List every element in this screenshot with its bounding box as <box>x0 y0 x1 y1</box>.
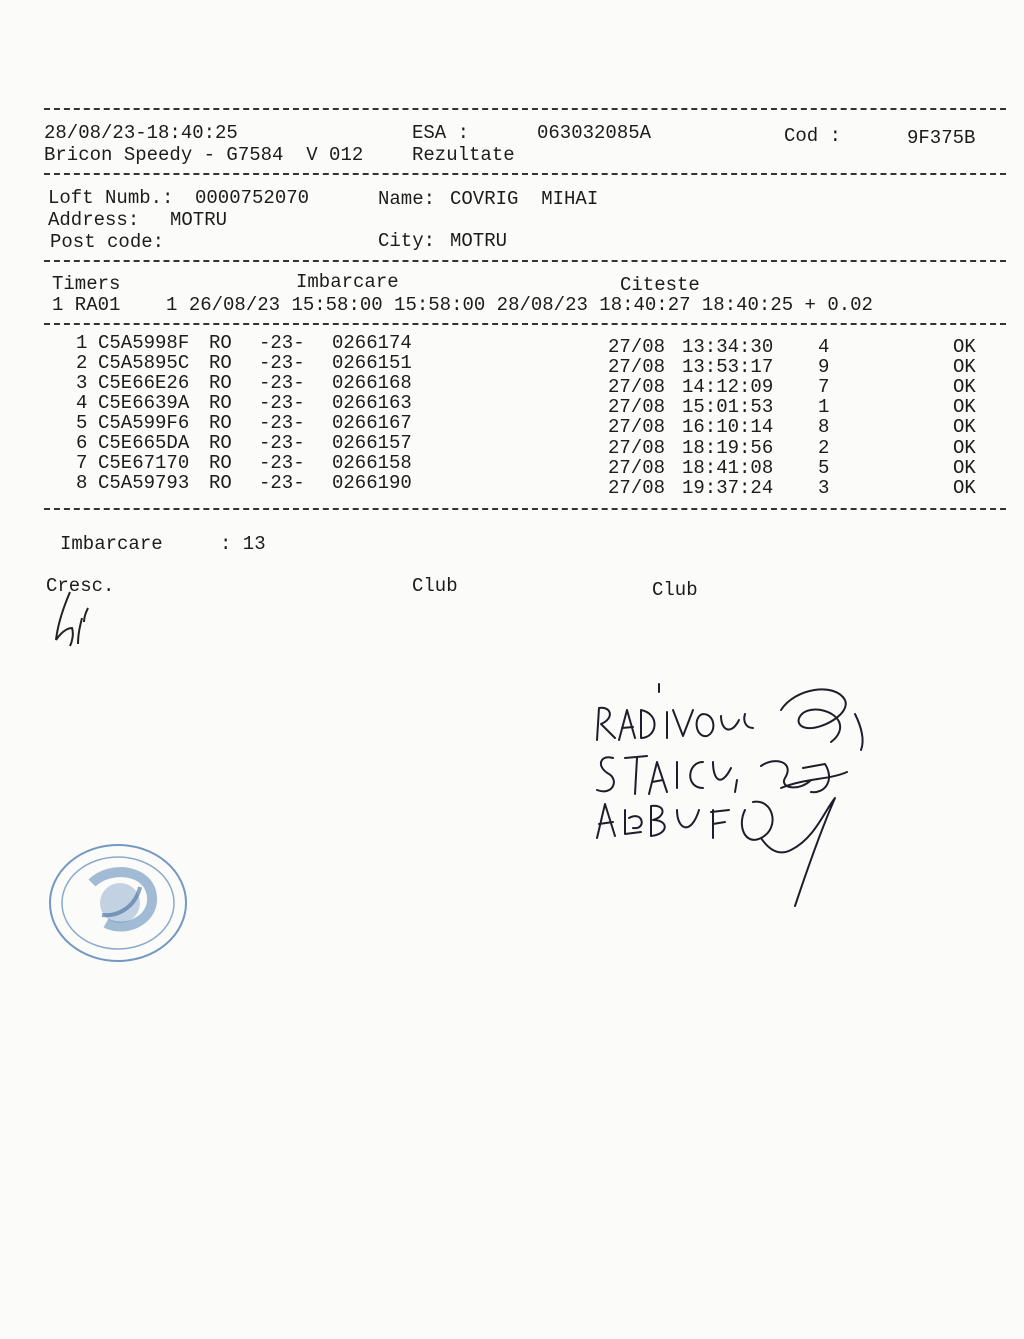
arrival-date: 27/08 <box>608 396 666 418</box>
arrival-time: 18:41:08 <box>682 457 774 479</box>
device-model: Bricon Speedy - G7584 V 012 <box>44 144 364 166</box>
status-ok: OK <box>953 356 976 378</box>
ring-country: RO <box>209 372 232 394</box>
arrival-position: 7 <box>818 376 830 398</box>
separator-line <box>44 173 1006 175</box>
ring-code: C5E66E26 <box>98 372 190 394</box>
ring-index: 8 <box>76 472 88 494</box>
arrival-position: 5 <box>818 457 830 479</box>
ring-index: 1 <box>76 332 88 354</box>
imbarcare-heading: Imbarcare <box>296 271 399 293</box>
esa-value: 063032085A <box>537 122 652 144</box>
ring-year: -23- <box>259 352 305 374</box>
arrival-time: 14:12:09 <box>682 376 774 398</box>
ring-code: C5A5998F <box>98 332 190 354</box>
ring-year: -23- <box>259 472 305 494</box>
name-label: Name: <box>378 188 436 210</box>
ring-year: -23- <box>259 412 305 434</box>
ring-country: RO <box>209 352 232 374</box>
ring-country: RO <box>209 412 232 434</box>
ring-number: 0266158 <box>332 452 412 474</box>
ring-code: C5A5895C <box>98 352 190 374</box>
arrival-date: 27/08 <box>608 477 666 499</box>
ring-number: 0266190 <box>332 472 412 494</box>
arrival-time: 18:19:56 <box>682 437 774 459</box>
arrival-position: 3 <box>818 477 830 499</box>
ring-index: 3 <box>76 372 88 394</box>
separator-line <box>44 323 1006 325</box>
address-value: MOTRU <box>170 209 228 231</box>
arrival-date: 27/08 <box>608 416 666 438</box>
arrival-time: 15:01:53 <box>682 396 774 418</box>
cod-label: Cod : <box>784 125 842 147</box>
postcode-label: Post code: <box>50 231 165 253</box>
ring-year: -23- <box>259 332 305 354</box>
rezultate-label: Rezultate <box>412 144 515 166</box>
arrival-time: 13:53:17 <box>682 356 774 378</box>
ring-country: RO <box>209 432 232 454</box>
separator-line <box>44 508 1006 510</box>
arrival-position: 4 <box>818 336 830 358</box>
ring-country: RO <box>209 472 232 494</box>
esa-label: ESA : <box>412 122 470 144</box>
club-signatures <box>585 670 875 910</box>
status-ok: OK <box>953 416 976 438</box>
ring-number: 0266168 <box>332 372 412 394</box>
arrival-date: 27/08 <box>608 356 666 378</box>
status-ok: OK <box>953 457 976 479</box>
timers-label: Timers <box>52 273 121 295</box>
imbarcare-total-value: : 13 <box>220 533 266 555</box>
status-ok: OK <box>953 376 976 398</box>
ring-number: 0266157 <box>332 432 412 454</box>
ring-code: C5E67170 <box>98 452 190 474</box>
arrival-date: 27/08 <box>608 376 666 398</box>
ring-number: 0266167 <box>332 412 412 434</box>
arrival-position: 1 <box>818 396 830 418</box>
breeder-signature <box>48 588 118 650</box>
city-label: City: <box>378 230 436 252</box>
status-ok: OK <box>953 336 976 358</box>
ring-number: 0266174 <box>332 332 412 354</box>
arrival-time: 13:34:30 <box>682 336 774 358</box>
cresc-label: Cresc. <box>46 575 115 597</box>
club-label-2: Club <box>652 579 698 601</box>
arrival-position: 9 <box>818 356 830 378</box>
status-ok: OK <box>953 437 976 459</box>
ring-code: C5A59793 <box>98 472 190 494</box>
separator-line <box>44 260 1006 262</box>
address-label: Address: <box>48 209 140 231</box>
status-ok: OK <box>953 477 976 499</box>
print-datetime: 28/08/23-18:40:25 <box>44 122 238 144</box>
ring-country: RO <box>209 392 232 414</box>
cod-value: 9F375B <box>907 127 976 149</box>
ring-year: -23- <box>259 452 305 474</box>
imbarcare-total-label: Imbarcare <box>60 533 163 555</box>
arrival-date: 27/08 <box>608 457 666 479</box>
arrival-position: 2 <box>818 437 830 459</box>
loft-label: Loft Numb.: <box>48 187 174 209</box>
arrival-position: 8 <box>818 416 830 438</box>
club-stamp <box>40 825 198 965</box>
ring-number: 0266163 <box>332 392 412 414</box>
ring-index: 5 <box>76 412 88 434</box>
timer-line: 1 RA01 1 26/08/23 15:58:00 15:58:00 28/08/23 18:40:27 18:40:25 + 0.02 <box>52 294 873 316</box>
separator-line <box>44 108 1006 110</box>
arrival-date: 27/08 <box>608 437 666 459</box>
arrival-date: 27/08 <box>608 336 666 358</box>
ring-code: C5A599F6 <box>98 412 190 434</box>
arrival-time: 16:10:14 <box>682 416 774 438</box>
owner-name: COVRIG MIHAI <box>450 188 599 210</box>
status-ok: OK <box>953 396 976 418</box>
citeste-heading: Citeste <box>620 274 700 296</box>
club-label-1: Club <box>412 575 458 597</box>
ring-country: RO <box>209 452 232 474</box>
ring-index: 6 <box>76 432 88 454</box>
ring-year: -23- <box>259 392 305 414</box>
ring-index: 4 <box>76 392 88 414</box>
ring-year: -23- <box>259 432 305 454</box>
ring-index: 2 <box>76 352 88 374</box>
arrival-time: 19:37:24 <box>682 477 774 499</box>
city-value: MOTRU <box>450 230 508 252</box>
ring-number: 0266151 <box>332 352 412 374</box>
ring-index: 7 <box>76 452 88 474</box>
ring-year: -23- <box>259 372 305 394</box>
ring-code: C5E665DA <box>98 432 190 454</box>
loft-number: 0000752070 <box>195 187 310 209</box>
ring-code: C5E6639A <box>98 392 190 414</box>
ring-country: RO <box>209 332 232 354</box>
